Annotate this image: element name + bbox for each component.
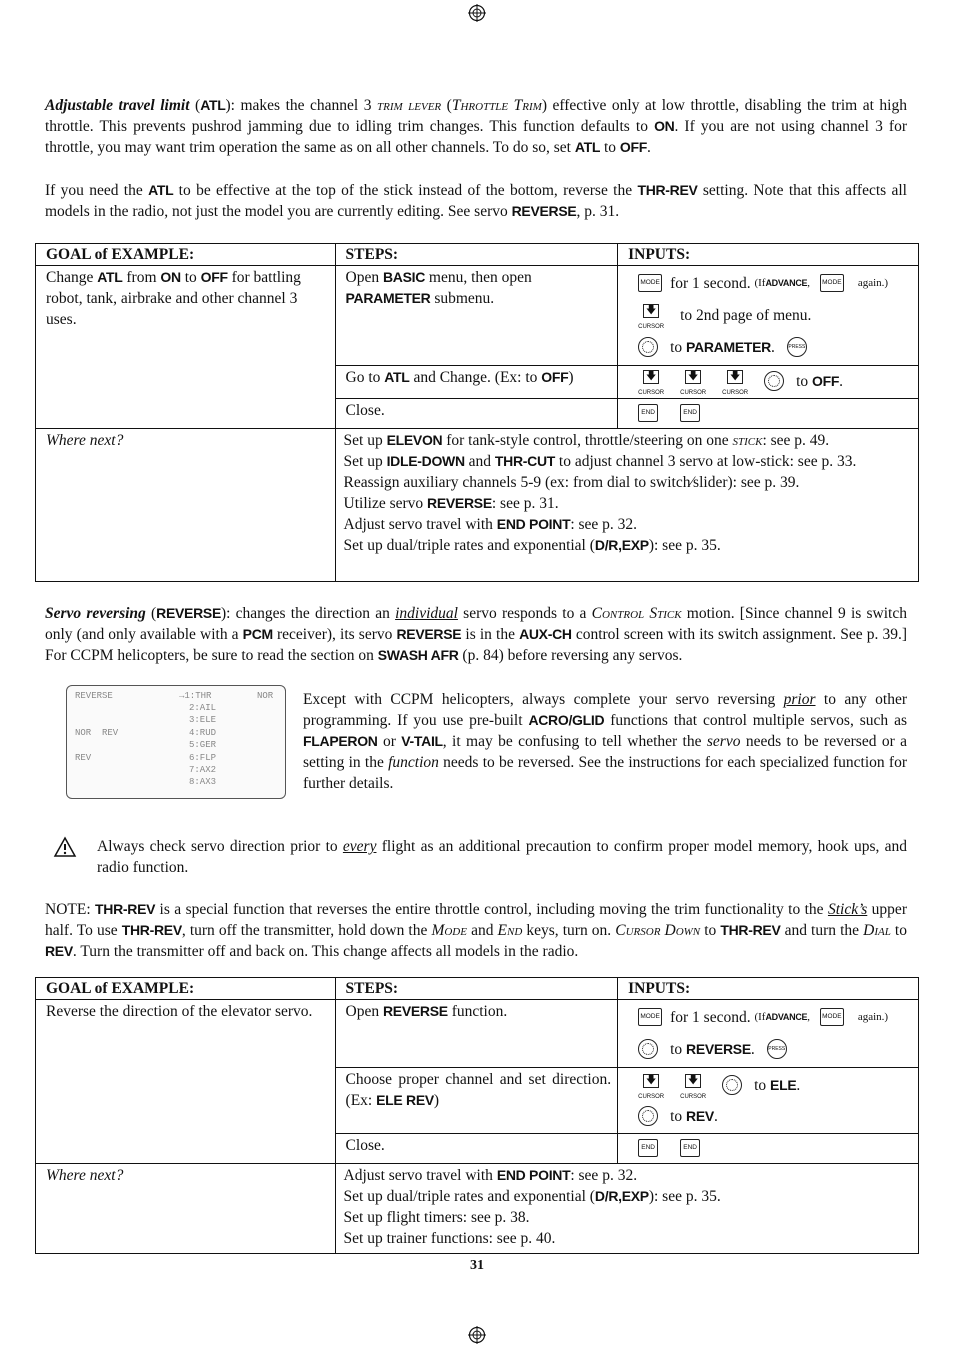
cursor-down-key-icon: 🡇 CURSOR [722,371,749,396]
mode-key-icon: MODE [638,1008,662,1026]
mode-key-icon: MODE [820,1008,844,1026]
dial-icon [722,1075,742,1095]
ccpm-paragraph: Except with CCPM helicopters, always complete your servo reversing prior to any other programming. If you use pre-built ACRO/GLID functions that control multiple servos, such as FLAPERON or V-TAIL, it may be confusing to tell whether the servo needs to be reversed or a setting in the function needs to be reversed. See the instructions for each specialized function for further details. [303,691,907,792]
list-item: Set up IDLE-DOWN and THR-CUT to adjust channel 3 servo at low-stick: see p. 33. [343,453,857,470]
reverse-screen-image: REVERSE →1:THR NOR 2:AIL 3:ELE NOR REV 4:RUD 5:GER REV 6:FLP 7:AX2 8:AX3 [66,685,286,799]
cursor-down-key-icon: 🡇 CURSOR [680,1075,707,1100]
end-key-icon: END [680,404,700,422]
warning-icon [53,836,77,858]
cursor-down-key-icon: 🡇 CURSOR [638,305,665,330]
list-item: Set up flight timers: see p. 38. [343,1209,530,1226]
cursor-down-key-icon: 🡇 CURSOR [638,1075,665,1100]
press-dial-icon: PRESS [767,1039,787,1059]
inputs-close [618,1134,919,1164]
where-next-label: Where next? [36,429,336,582]
warning-text: Always check servo direction prior to every flight as an additional precaution to confirm proper model memory, hook ups, and radio function. [97,838,907,876]
goal-cell: Reverse the direction of the elevator servo. [36,1000,336,1164]
list-item: Adjust servo travel with END POINT: see p. 32. [343,1167,638,1184]
list-item: Set up ELEVON for tank-style control, throttle/steering on one stick: see p. 49. [343,432,830,449]
step-open-basic: Open BASIC menu, then open PARAMETER submenu. [335,266,618,366]
mode-key-icon: MODE [820,274,844,292]
steps-header: STEPS: [335,978,618,1000]
goal-header: GOAL of EXAMPLE: [36,244,336,266]
dial-icon [638,1106,658,1126]
list-item: Set up dual/triple rates and exponential (D/R,EXP): see p. 35. [343,1188,721,1205]
registration-mark-bottom [468,1326,486,1344]
atl-paragraph: Adjustable travel limit (ATL): makes the channel 3 trim lever (Throttle Trim) effective only at low throttle, disabling the trim at high throttle. This prevents pushrod jamming due to idling trim changes. This function defaults to ON. If you are not using channel 3 for throttle, you may want trim operation the same as on all other channels. To do so, set ATL to OFF. [45,97,907,156]
where-next-list [335,429,918,582]
atl-term: Adjustable travel limit [45,97,190,114]
step-open-reverse: Open REVERSE function. [335,1000,618,1068]
page-number: 31 [470,1258,484,1273]
registration-mark-top [468,4,486,22]
servo-reversing-paragraph: Servo reversing (REVERSE): changes the direction an individual servo responds to a Control Stick motion. [Since channel 9 is switch only (and only available with a PCM receiver), its servo REVERSE is in the AUX-CH control screen with its switch assignment. See p. 39.] For CCPM helicopters, be sure to read the section on SWASH AFR (p. 84) before reversing any servos. [45,605,907,664]
example-table-atl [35,243,919,582]
step-go-to-atl: Go to ATL and Change. (Ex: to OFF) [335,366,618,399]
example-table-reverse [35,977,919,1254]
steps-header: STEPS: [335,244,618,266]
list-item: Set up trainer functions: see p. 40. [343,1230,556,1247]
step-choose-channel: Choose proper channel and set direction. (Ex: ELE REV) [335,1068,618,1134]
press-dial-icon: PRESS [787,337,807,357]
list-item: Reassign auxiliary channels 5-9 (ex: from dial to switch⁄slider): see p. 39. [343,474,800,491]
cursor-down-key-icon: 🡇 CURSOR [638,371,665,396]
list-item: Set up dual/triple rates and exponential (D/R,EXP): see p. 35. [343,537,721,554]
list-item: Adjust servo travel with END POINT: see p. 32. [343,516,638,533]
inputs-go-to-atl: 🡇 CURSOR 🡇 CURSOR 🡇 CURSOR to OFF . [618,366,919,399]
inputs-header: INPUTS: [618,978,919,1000]
inputs-open-reverse: MODE for 1 second. (If ADVANCE , MODE again.) to REVERSE . PRESS [618,1000,919,1068]
step-close: Close. [335,399,618,429]
inputs-header: INPUTS: [618,244,919,266]
dial-icon [638,1039,658,1059]
mode-key-icon: MODE [638,274,662,292]
atl-paragraph-2: If you need the ATL to be effective at the top of the stick instead of the bottom, reverse the THR-REV setting. Note that this affects all models in the radio, not just the model you are currently editing. See servo REVERSE, p. 31. [45,182,907,220]
step-close: Close. [335,1134,618,1164]
inputs-choose-channel: 🡇 CURSOR 🡇 CURSOR to ELE . to REV . [618,1068,919,1134]
end-key-icon: END [638,1139,658,1157]
goal-header: GOAL of EXAMPLE: [36,978,336,1000]
goal-cell: Change ATL from ON to OFF for battling robot, tank, airbrake and other channel 3 uses. [36,266,336,429]
end-key-icon: END [680,1139,700,1157]
where-next-label: Where next? [36,1164,336,1254]
note-paragraph: NOTE: THR-REV is a special function that reverses the entire throttle control, including moving the trim functionality to the Stick’s upper half. To use THR-REV, turn off the transmitter, hold down the Mode and End keys, turn on. Cursor Down to THR-REV and turn the Dial to REV. Turn the transmitter off and back on. This change affects all models in the radio. [45,901,907,960]
inputs-open-basic: MODE for 1 second. (If ADVANCE , MODE again.) 🡇 CURSOR to 2nd page of menu. to PARAMETER . PRESS [618,266,919,366]
end-key-icon: END [638,404,658,422]
dial-icon [764,371,784,391]
dial-icon [638,337,658,357]
list-item: Utilize servo REVERSE: see p. 31. [343,495,559,512]
cursor-down-key-icon: 🡇 CURSOR [680,371,707,396]
where-next-list [335,1164,918,1254]
